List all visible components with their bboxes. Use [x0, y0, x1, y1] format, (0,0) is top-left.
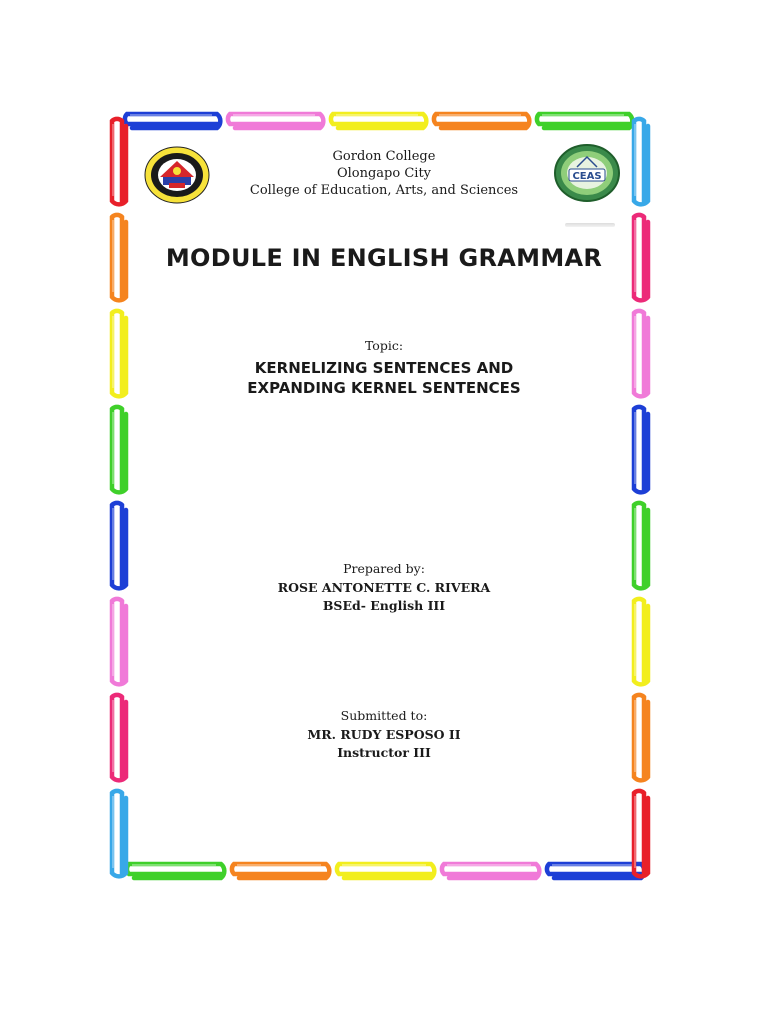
- paperclip-top-1: [232, 864, 329, 878]
- city-name: Olongapo City: [336, 166, 432, 181]
- prepared-by-info: [0, 579, 768, 615]
- paperclip-top-3: [434, 114, 529, 128]
- preparer-name: ROSE ANTONETTE C. RIVERA: [277, 580, 491, 595]
- preparer-course: BSEd- English III: [322, 598, 446, 613]
- paperclip-right-3: [634, 407, 648, 492]
- paperclip-top-1: [228, 114, 323, 128]
- submitted-to-label: Submitted to:: [340, 708, 428, 723]
- topic-label: Topic:: [364, 338, 404, 353]
- submitted-to-info: [0, 726, 768, 762]
- college-header: [0, 148, 768, 199]
- paperclip-top-2: [337, 864, 434, 878]
- instructor-position: Instructor III: [337, 745, 431, 760]
- institution-name: Gordon College: [332, 149, 436, 164]
- logo-shadow: [565, 223, 615, 227]
- paperclip-top-0: [127, 864, 224, 878]
- paperclip-left-7: [112, 791, 126, 876]
- prepared-by-label: Prepared by:: [343, 561, 425, 576]
- paperclip-left-3: [112, 407, 126, 492]
- paperclip-top-0: [125, 114, 220, 128]
- paperclip-top-4: [537, 114, 632, 128]
- instructor-name: MR. RUDY ESPOSO II: [307, 727, 461, 742]
- paperclip-top-2: [331, 114, 426, 128]
- module-title: MODULE IN ENGLISH GRAMMAR: [165, 244, 603, 272]
- paperclip-top-4: [547, 864, 644, 878]
- topic-line-2: EXPANDING KERNEL SENTENCES: [247, 379, 521, 397]
- topic-title: [0, 358, 768, 398]
- ceas-logo-text: CEAS: [572, 171, 602, 182]
- paperclip-top-3: [442, 864, 539, 878]
- department-name: College of Education, Arts, and Sciences: [249, 183, 519, 198]
- topic-line-1: KERNELIZING SENTENCES AND: [254, 359, 514, 377]
